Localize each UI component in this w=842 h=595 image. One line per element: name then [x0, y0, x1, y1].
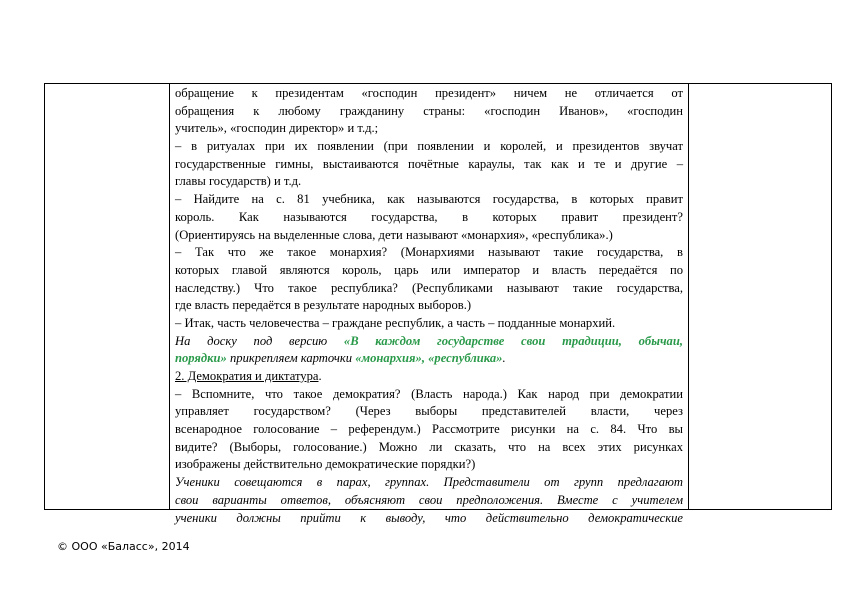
main-text-cell: [170, 84, 689, 525]
board-note-green-text: порядки»: [175, 351, 227, 366]
text-line: изображены действительно демократические порядки?): [175, 457, 476, 472]
text-line: ученики должны прийти к выводу, что действительно демократические: [175, 510, 683, 525]
main-text: [175, 85, 683, 525]
copyright-footer: © ООО «Баласс», 2014: [57, 540, 190, 553]
board-note-text: прикрепляем карточки: [226, 351, 356, 366]
board-note-text: На доску под версию: [175, 333, 344, 348]
board-note-dot: .: [502, 351, 506, 366]
text-line: всенародное голосование – референдум.) Рассмотрите рисунки на с. 84. Что вы: [175, 422, 683, 437]
board-note-green-text: «В каждом государстве свои традиции, обычаи,: [343, 333, 683, 348]
paragraph-block-2: [175, 386, 683, 474]
section-heading: [175, 368, 683, 386]
text-line: управляет государством? (Через выборы представителей власти, через: [175, 404, 683, 419]
table-row: [45, 84, 832, 510]
paragraph-block-3: [175, 474, 683, 527]
text-line: свои варианты ответов, объясняют свои предположения. Вместе с учителем: [175, 492, 683, 507]
text-line: главы государств) и т.д.: [175, 174, 302, 189]
text-line: – в ритуалах при их появлении (при появлении и королей, и президентов звучат: [175, 139, 683, 154]
lesson-table: [44, 83, 832, 525]
text-line: (Ориентируясь на выделенные слова, дети называют «монархия», «республика».): [175, 227, 613, 242]
left-column-cell: [45, 84, 170, 510]
text-line: где власть передаётся в результате народных выборов.): [175, 298, 472, 313]
text-line: государственные гимны, выстаиваются почётные караулы, так как и те и другие –: [175, 156, 683, 171]
text-line: учитель», «господин директор» и т.д.;: [175, 121, 379, 136]
text-line: – Вспомните, что такое демократия? (Власть народа.) Как народ при демократии: [175, 386, 683, 401]
text-line: – Найдите на с. 81 учебника, как называются государства, в которых правит: [175, 192, 683, 207]
text-line: – Так что же такое монархия? (Монархиями называют такие государства, в: [175, 245, 683, 260]
text-line: обращение к президентам «господин президент» ничем не отличается от: [175, 86, 683, 100]
text-line: которых главой являются король, царь или император и власть передаётся по: [175, 262, 683, 277]
section-title-dot: .: [318, 369, 322, 383]
board-note-cards-text: «монархия», «республика»: [355, 351, 503, 366]
board-note-line-1: [175, 333, 683, 351]
board-note-line-2: [175, 350, 683, 368]
text-line: видите? (Выборы, голосование.) Можно ли сказать, что на всех этих рисунках: [175, 439, 683, 454]
text-line: Ученики совещаются в парах, группах. Представители от групп предлагают: [175, 475, 683, 490]
paragraph-block-1: [175, 85, 683, 333]
text-line: король. Как называются государства, в которых правит президент?: [175, 209, 683, 224]
text-line: наследству.) Что такое республика? (Республиками называют такие государства,: [175, 280, 683, 295]
text-line: – Итак, часть человечества – граждане республик, а часть – подданные монархий.: [175, 315, 616, 330]
section-title: 2. Демократия и диктатура: [175, 369, 319, 383]
text-line: обращения к любому гражданину страны: «господин Иванов», «господин: [175, 103, 683, 118]
right-column-cell: [689, 84, 832, 510]
